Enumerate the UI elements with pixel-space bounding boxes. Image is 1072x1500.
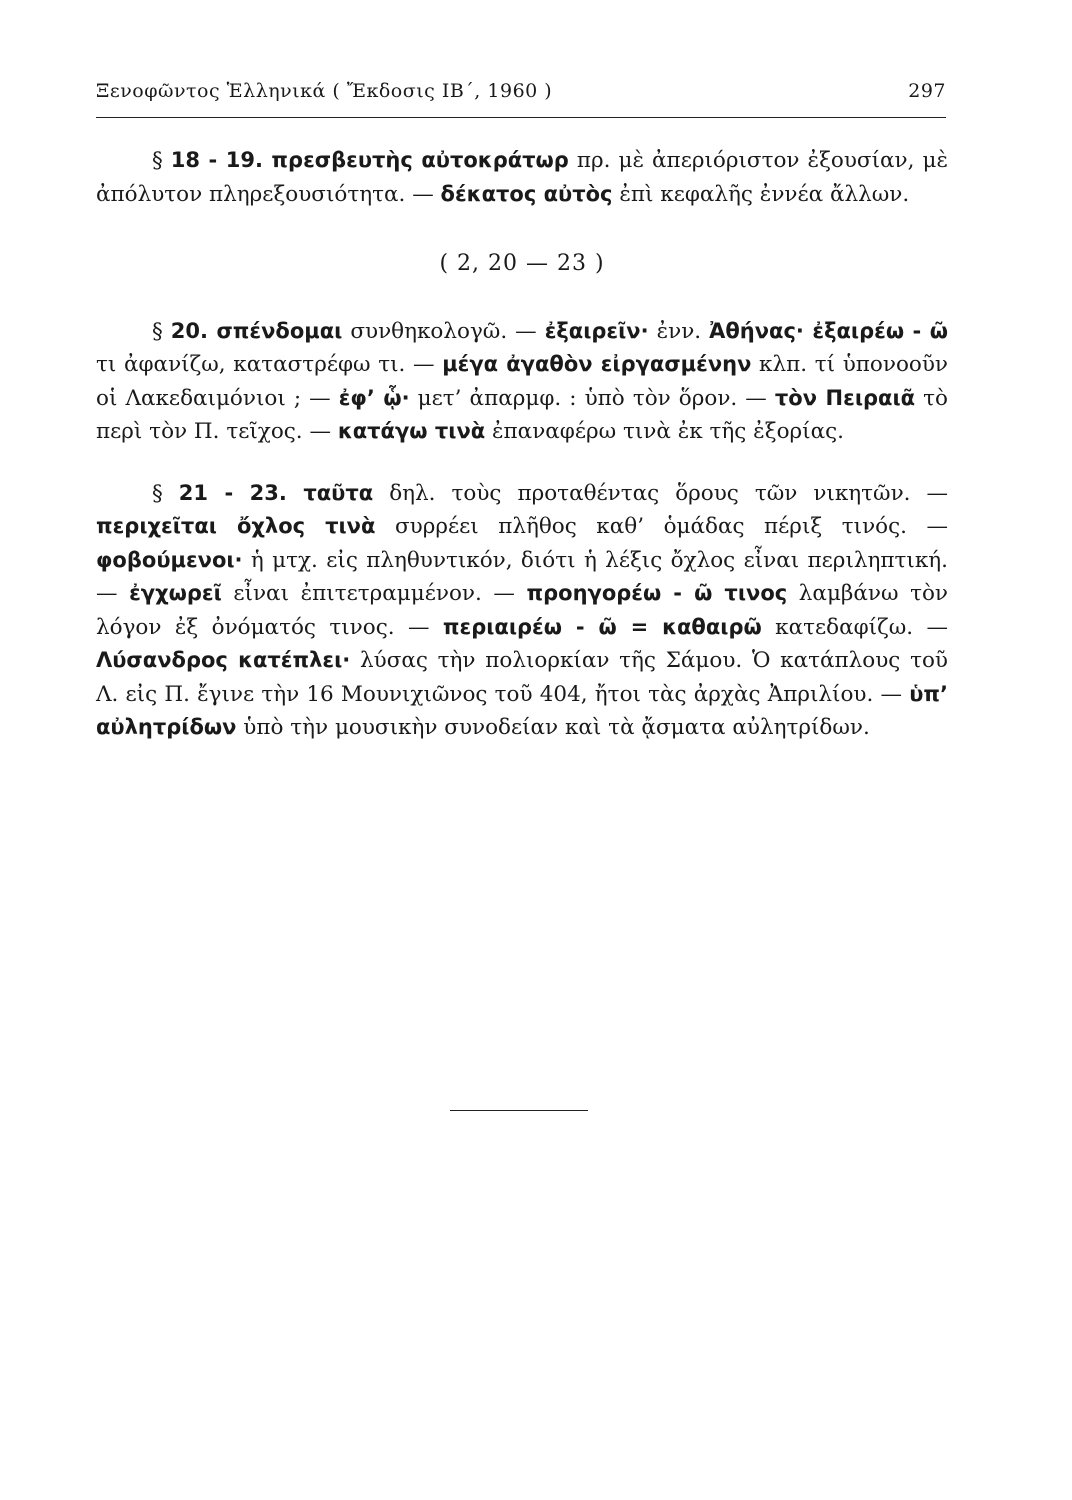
gloss-text: συρρέει πλῆθος καθ’ ὁμάδας πέριξ τινός. —	[375, 514, 948, 539]
lemma-term: 20. σπένδομαι	[170, 318, 343, 343]
lemma-term: 21 - 23. ταῦτα	[178, 480, 374, 505]
lemma-term: περιχεῖται ὄχλος τινὰ	[96, 514, 376, 538]
page-number: 297	[908, 80, 946, 102]
paragraph-18-19	[96, 144, 948, 211]
lemma-term: κατάγω τινὰ	[337, 419, 486, 443]
page-body	[96, 144, 948, 745]
gloss-text: ὑπὸ τὴν μουσικὴν συνοδείαν καὶ τὰ ᾄσματα αὐλητρίδων.	[236, 715, 870, 740]
lemma-term: ἐξαιρεῖν·	[544, 318, 649, 343]
lemma-term: μέγα ἀγαθὸν εἰργασμένην	[442, 352, 752, 376]
lemma-term: δέκατος αὐτὸς	[440, 181, 613, 206]
gloss-text: ἡ μτχ. εἰς πληθυντικόν, διότι ἡ λέξις ὄχλος εἶναι περιληπτική. —	[96, 547, 948, 606]
lemma-term: προηγορέω - ῶ τινος	[526, 581, 788, 605]
end-rule	[450, 1110, 588, 1111]
gloss-text: τὸ περὶ τὸν Π. τεῖχος. —	[96, 385, 948, 444]
lemma-term: περιαιρέω - ῶ = καθαιρῶ	[442, 614, 762, 639]
gloss-text: κλπ. τί ὑπονοοῦν οἱ Λακεδαιμόνιοι ; —	[96, 352, 948, 411]
gloss-text: §	[152, 148, 171, 173]
gloss-text: §	[152, 318, 171, 344]
gloss-text: §	[152, 480, 179, 506]
header-rule	[96, 117, 946, 118]
gloss-text: μετ’ ἀπαρμφ. : ὑπὸ τὸν ὅρον. —	[409, 385, 775, 411]
gloss-text: ἐπὶ κεφαλῆς ἐννέα ἄλλων.	[612, 181, 910, 207]
gloss-text: κατεδαφίζω. —	[761, 614, 949, 640]
lemma-term: φοβούμενοι·	[96, 547, 243, 572]
lemma-term: ἐφ’ ᾧ·	[338, 385, 410, 410]
running-title: Ξενοφῶντος Ἑλληνικά ( Ἔκδοσις ΙΒ΄, 1960 )	[96, 80, 553, 102]
running-header	[96, 80, 946, 110]
gloss-text: λύσας τὴν πολιορκίαν τῆς Σάμου. Ὁ κατάπλους τοῦ Λ. εἰς Π. ἔγινε τὴν 16 Μουνιχιῶνος τοῦ 404, ἤτοι τὰς ἀρχὰς Ἀπριλίου. —	[96, 648, 948, 707]
paragraph-21-23	[96, 477, 948, 745]
section-heading: ( 2, 20 — 23 )	[439, 251, 605, 276]
lemma-term: Λύσανδρος κατέπλει·	[96, 648, 351, 672]
gloss-text: λαμβάνω τὸν λόγον ἐξ ὀνόματός τινος. —	[96, 581, 948, 640]
paragraph-20	[96, 315, 948, 449]
lemma-term: ὑπ’ αὐλητρίδων	[96, 681, 948, 739]
gloss-text: τι ἀφανίζω, καταστρέφω τι. —	[96, 352, 443, 377]
gloss-text: ἐνν.	[648, 318, 710, 344]
gloss-text: δηλ. τοὺς προταθέντας ὅρους τῶν νικητῶν. —	[373, 480, 948, 506]
lemma-term: ἐγχωρεῖ	[129, 581, 222, 605]
lemma-term: 18 - 19. πρεσβευτὴς αὐτοκράτωρ	[170, 148, 569, 172]
gloss-text: ἐπαναφέρω τινὰ ἐκ τῆς ἐξορίας.	[485, 419, 844, 444]
gloss-text: πρ. μὲ ἀπεριόριστον ἐξουσίαν, μὲ ἀπόλυτον πληρεξουσιότητα. —	[96, 148, 948, 207]
lemma-term: Ἀθήνας· ἐξαιρέω - ῶ	[709, 318, 949, 343]
gloss-text: εἶναι ἐπιτετραμμένον. —	[221, 581, 527, 606]
gloss-text: συνθηκολογῶ. —	[342, 318, 545, 344]
lemma-term: τὸν Πειραιᾶ	[774, 385, 916, 410]
